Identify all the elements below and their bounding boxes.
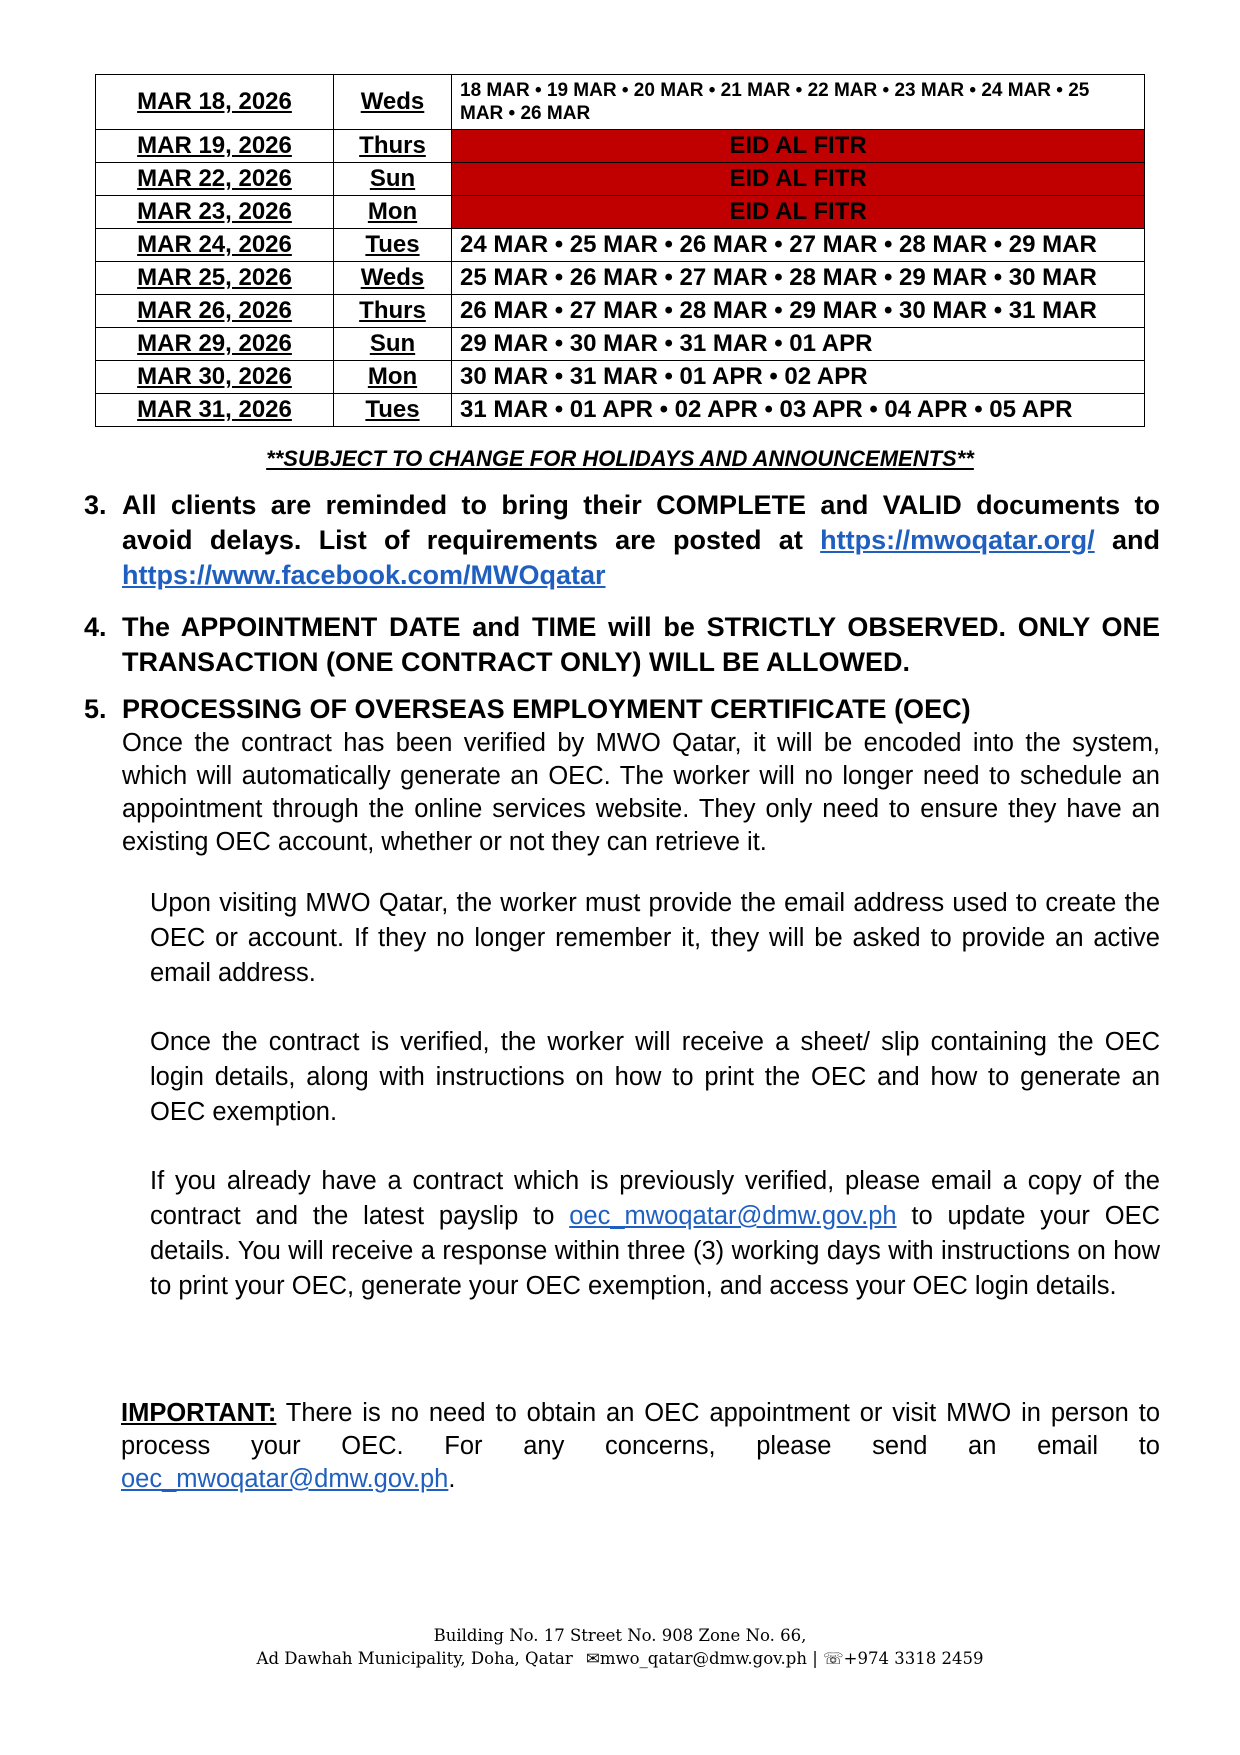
schedule-body — [96, 75, 1145, 427]
item-5-body — [122, 692, 1160, 859]
footer-address — [0, 1624, 1240, 1670]
para3-before: If you already have a contract which is previously verified, please email a copy of the contract and the latest payslip to — [150, 1167, 1160, 1230]
item-5-heading: PROCESSING OF OVERSEAS EMPLOYMENT CERTIFICATE (OEC) — [122, 694, 971, 724]
schedule-date: MAR 29, 2026 — [96, 328, 334, 361]
schedule-date: MAR 25, 2026 — [96, 262, 334, 295]
footer-email: mwo_qatar@dmw.gov.ph — [599, 1649, 807, 1668]
item-3 — [84, 488, 1160, 593]
oec-email-link[interactable]: oec_mwoqatar@dmw.gov.ph — [569, 1202, 897, 1230]
schedule-row — [96, 295, 1145, 328]
schedule-date: MAR 18, 2026 — [96, 75, 334, 130]
para3-after: to update your OEC details. You will receive a response within three (3) working days with instructions on how to print your OEC, generate your OEC exemption, and access your OEC login details. — [150, 1202, 1160, 1300]
schedule-day: Mon — [334, 361, 452, 394]
important-label: IMPORTANT: — [121, 1399, 277, 1427]
item-number: 5. — [84, 694, 107, 724]
item-4 — [84, 610, 1160, 680]
schedule-row — [96, 229, 1145, 262]
footer-phone: +974 3318 2459 — [843, 1649, 984, 1668]
schedule-day: Sun — [334, 328, 452, 361]
schedule-date: MAR 23, 2026 — [96, 196, 334, 229]
available-dates: 18 MAR • 19 MAR • 20 MAR • 21 MAR • 22 MAR • 23 MAR • 24 MAR • 25 MAR • 26 MAR — [452, 75, 1145, 130]
important-text: There is no need to obtain an OEC appointment or visit MWO in person to process your OEC. For any concerns, please send an email to — [121, 1399, 1160, 1460]
paragraph-previously-verified — [150, 1164, 1160, 1304]
schedule-day: Thurs — [334, 130, 452, 163]
holiday-cell: EID AL FITR — [452, 196, 1145, 229]
important-email-link[interactable]: oec_mwoqatar@dmw.gov.ph — [121, 1465, 449, 1493]
footer-separator: | — [812, 1649, 818, 1668]
schedule-date: MAR 31, 2026 — [96, 394, 334, 427]
schedule-day: Thurs — [334, 295, 452, 328]
phone-icon: ☏ — [823, 1649, 844, 1668]
item-3-body — [122, 488, 1160, 593]
important-notice — [121, 1397, 1160, 1496]
schedule-row — [96, 328, 1145, 361]
item-number: 3. — [84, 490, 107, 520]
schedule-row — [96, 361, 1145, 394]
paragraph-email-address: Upon visiting MWO Qatar, the worker must provide the email address used to create the OEC or account. If they no longer remember it, they will be asked to provide an active email address. — [150, 889, 1160, 987]
holiday-cell: EID AL FITR — [452, 163, 1145, 196]
conjunction: and — [1111, 525, 1160, 555]
paragraph-verification-slip: Once the contract is verified, the worker will receive a sheet/ slip containing the OEC login details, along with instructions on how to print the OEC and how to generate an OEC exemption. — [150, 1028, 1160, 1126]
schedule-row — [96, 130, 1145, 163]
schedule-date: MAR 19, 2026 — [96, 130, 334, 163]
footer-line-2 — [0, 1647, 1240, 1670]
available-dates: 29 MAR • 30 MAR • 31 MAR • 01 APR — [452, 328, 1145, 361]
important-end: . — [448, 1465, 456, 1493]
item-number: 4. — [84, 612, 107, 642]
available-dates: 30 MAR • 31 MAR • 01 APR • 02 APR — [452, 361, 1145, 394]
schedule-row — [96, 163, 1145, 196]
mail-icon: ✉ — [586, 1649, 600, 1668]
available-dates: 31 MAR • 01 APR • 02 APR • 03 APR • 04 APR • 05 APR — [452, 394, 1145, 427]
available-dates: 24 MAR • 25 MAR • 26 MAR • 27 MAR • 28 MAR • 29 MAR — [452, 229, 1145, 262]
available-dates: 26 MAR • 27 MAR • 28 MAR • 29 MAR • 30 MAR • 31 MAR — [452, 295, 1145, 328]
schedule-row — [96, 262, 1145, 295]
facebook-link[interactable]: https://www.facebook.com/MWOqatar — [122, 560, 606, 590]
schedule-day: Weds — [334, 75, 452, 130]
footer-location: Ad Dawhah Municipality, Doha, Qatar — [256, 1649, 573, 1668]
schedule-date: MAR 26, 2026 — [96, 295, 334, 328]
schedule-date: MAR 24, 2026 — [96, 229, 334, 262]
schedule-day: Tues — [334, 229, 452, 262]
schedule-row — [96, 394, 1145, 427]
item-5 — [84, 692, 1160, 859]
item-5-text: Once the contract has been verified by MWO Qatar, it will be encoded into the system, which will automatically generate an OEC. The worker will no longer need to schedule an appointment through the online services website. They only need to ensure they have an existing OEC account, whether or not they can retrieve it. — [122, 729, 1160, 856]
item-3-text: All clients are reminded to bring their COMPLETE and VALID documents to avoid delays. List of requirements are posted at — [122, 490, 1160, 555]
schedule-day: Sun — [334, 163, 452, 196]
holiday-cell: EID AL FITR — [452, 130, 1145, 163]
website-link[interactable]: https://mwoqatar.org/ — [820, 525, 1095, 555]
appointment-schedule-table — [95, 74, 1145, 427]
schedule-date: MAR 22, 2026 — [96, 163, 334, 196]
schedule-note: **SUBJECT TO CHANGE FOR HOLIDAYS AND ANNOUNCEMENTS** — [266, 446, 974, 471]
schedule-day: Mon — [334, 196, 452, 229]
item-4-text: The APPOINTMENT DATE and TIME will be STRICTLY OBSERVED. ONLY ONE TRANSACTION (ONE CONTRACT ONLY) WILL BE ALLOWED. — [122, 612, 1160, 677]
schedule-row — [96, 75, 1145, 130]
schedule-date: MAR 30, 2026 — [96, 361, 334, 394]
available-dates: 25 MAR • 26 MAR • 27 MAR • 28 MAR • 29 MAR • 30 MAR — [452, 262, 1145, 295]
schedule-day: Tues — [334, 394, 452, 427]
schedule-day: Weds — [334, 262, 452, 295]
schedule-row — [96, 196, 1145, 229]
footer-line-1: Building No. 17 Street No. 908 Zone No. 66, — [433, 1626, 807, 1645]
